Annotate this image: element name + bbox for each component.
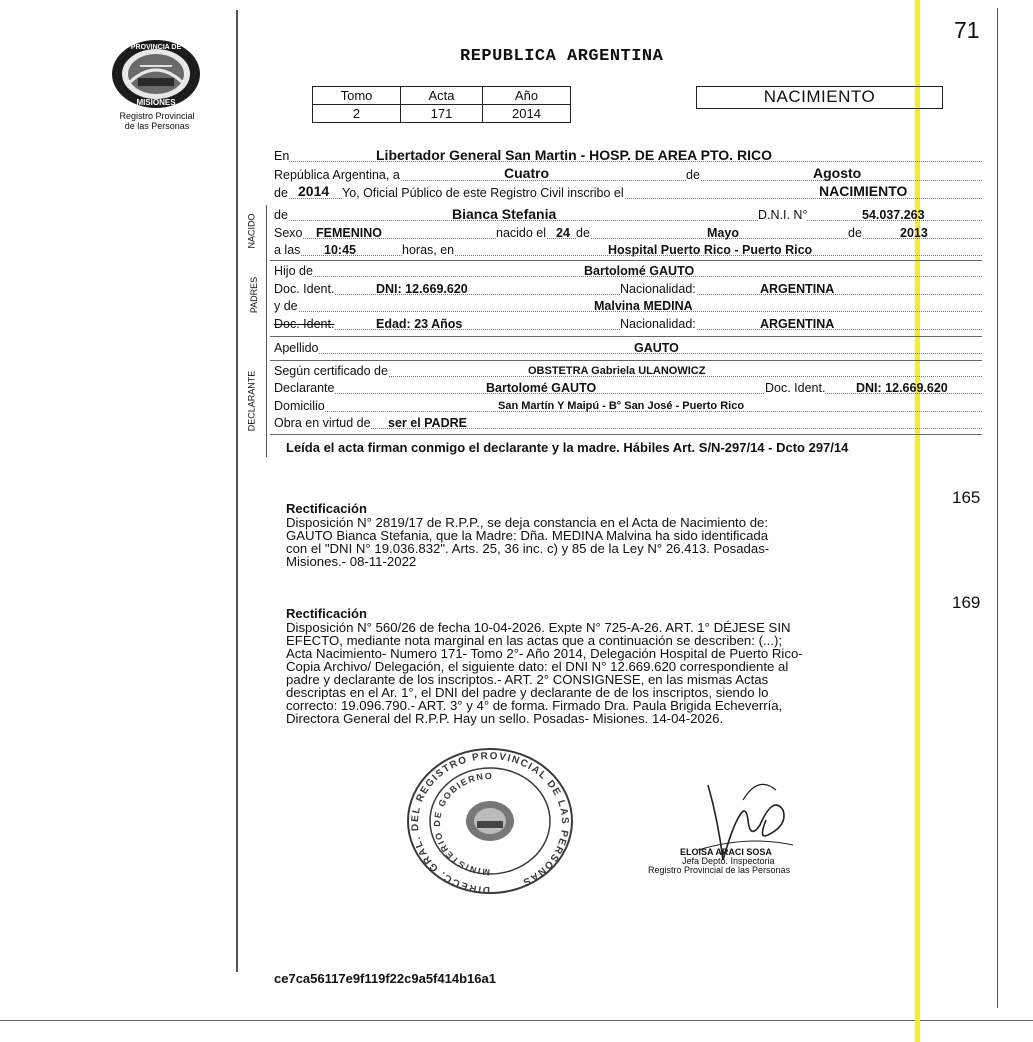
section-divider-line xyxy=(266,205,267,457)
rectification-1-text: Disposición N° 2819/17 de R.P.P., se deja constancia en el Acta de Nacimiento de: GAUTO Bianca Stefania, que la Madre: Dña. MEDINA Malvina ha sido identificada con el "DNI N° 19.036.832". Arts. 25, 36 inc. c) y 85 de la Ley N° 26.413. Posadas- Misiones.- 08-11-2022 xyxy=(286,515,770,569)
inscription-text: Yo, Oficial Público de este Registro Civil inscribo el xyxy=(342,186,624,200)
mother-doc-label: Doc. Ident. xyxy=(274,317,335,331)
tomo-header: Tomo xyxy=(313,87,401,105)
logo-caption-line2: de las Personas xyxy=(124,121,190,131)
father-nat-label: Nacionalidad: xyxy=(620,282,696,296)
de-name-label: de xyxy=(274,208,288,222)
line-father-doc xyxy=(274,281,982,298)
line-name xyxy=(274,207,982,224)
birth-year-value: 2013 xyxy=(900,226,928,240)
de-label-1: de xyxy=(686,168,700,182)
birth-de-label-2: de xyxy=(848,226,862,240)
line-mother xyxy=(274,298,982,315)
rectification-2-title: Rectificación xyxy=(286,606,367,621)
svg-text:PROVINCIA DE: PROVINCIA DE xyxy=(130,44,182,51)
mother-doc-value: Edad: 23 Años xyxy=(376,317,463,331)
svg-text:MISIONES: MISIONES xyxy=(136,98,176,107)
declarante-section-label: DECLARANTE xyxy=(246,370,257,432)
closing-note: Leída el acta firman conmigo el declarante y la madre. Hábiles Art. S/N-297/14 - Dcto 297/14 xyxy=(286,440,849,455)
signer-title: Jefa Depto. Inspectoria xyxy=(682,856,775,866)
de-label-2: de xyxy=(274,186,288,200)
birth-day-value: 24 xyxy=(556,226,570,240)
birth-place-value: Hospital Puerto Rico - Puerto Rico xyxy=(608,243,813,257)
logo-caption xyxy=(98,111,216,131)
signer-office: Registro Provincial de las Personas xyxy=(648,865,791,875)
country-title: REPUBLICA ARGENTINA xyxy=(460,47,664,66)
line-birth xyxy=(274,225,982,242)
hijo-label: Hijo de xyxy=(274,264,313,278)
section-rule-2 xyxy=(270,336,982,337)
rectification-1 xyxy=(286,502,991,568)
father-doc-value: DNI: 12.669.620 xyxy=(376,282,468,296)
line-obra xyxy=(274,415,982,432)
line-time xyxy=(274,242,982,259)
rectification-2-text: Disposición N° 560/26 de fecha 10-04-2026. Expte N° 725-A-26. ART. 1° DÉJESE SIN EFECTO, mediante nota marginal en las actas que a continuación se describen: (...); Acta Nacimiento- Numero 171- Tomo 2°- Año 2014, Delegación Hospital de Puerto Rico- Copia Archivo/ Delegación, el siguiente dato: el DNI N° 12.669.620 correspondiente al padre y declarante de los inscriptos.- ART. 2° CONSIGNESE, en las mismas Actas descriptas en el Ar. 1°, el DNI del padre y declarante de de los inscriptos, siendo lo correcto: 19.096.790.- ART. 3° y 4° de forma. Firmado Dra. Paula Brigida Echeverría, Directora General del R.P.P. Hay un sello. Posadas- Misiones. 14-04-2026. xyxy=(286,620,803,726)
domicilio-label: Domicilio xyxy=(274,399,325,413)
year-value: 2014 xyxy=(298,183,330,199)
time-value: 10:45 xyxy=(324,243,356,257)
section-rule-1 xyxy=(270,260,982,261)
act-value: NACIMIENTO xyxy=(819,183,908,199)
line-certificate xyxy=(274,363,982,380)
ano-header: Año xyxy=(483,87,571,105)
obra-value: ser el PADRE xyxy=(388,416,467,430)
birth-month-value: Mayo xyxy=(707,226,739,240)
line-inscription xyxy=(274,185,982,202)
address-value: San Martín Y Maipú - B° San José - Puerto Rico xyxy=(498,400,745,412)
logo-caption-line1: Registro Provincial xyxy=(119,111,195,121)
a-las-label: a las xyxy=(274,243,301,257)
svg-text:DIRECC. GRAL. DEL REGISTRO PRO: DIRECC. GRAL. DEL REGISTRO PROVINCIAL DE LAS PERSONAS xyxy=(409,750,571,895)
obra-label: Obra en virtud de xyxy=(274,416,371,430)
section-rule-4 xyxy=(270,434,982,435)
segun-label: Según certificado de xyxy=(274,364,388,378)
declarant-name-value: Bartolomé GAUTO xyxy=(486,381,597,395)
father-nat-value: ARGENTINA xyxy=(760,282,835,296)
bottom-rule xyxy=(0,1020,1033,1021)
acta-header: Acta xyxy=(401,87,483,105)
right-margin-line xyxy=(997,8,998,1008)
line-date xyxy=(274,167,982,184)
declarante-label: Declarante xyxy=(274,381,335,395)
svg-text:MINISTERIO DE GOBIERNO: MINISTERIO DE GOBIERNO xyxy=(431,770,494,878)
document-hash: ce7ca56117e9f119f22c9a5f414b16a1 xyxy=(274,971,496,986)
line-declarant xyxy=(274,380,982,397)
y-de-label: y de xyxy=(274,299,298,313)
declarant-doc-value: DNI: 12.669.620 xyxy=(856,381,948,395)
mother-nat-value: ARGENTINA xyxy=(760,317,835,331)
rectification-1-number: 165 xyxy=(952,488,981,507)
apellido-label: Apellido xyxy=(274,341,319,355)
father-name-value: Bartolomé GAUTO xyxy=(584,264,695,278)
dni-label: D.N.I. N° xyxy=(758,208,808,222)
en-label: En xyxy=(274,149,290,163)
republica-label: República Argentina, a xyxy=(274,168,400,182)
registry-header-row xyxy=(313,87,571,105)
ano-value: 2014 xyxy=(483,105,571,123)
document-type-box: NACIMIENTO xyxy=(696,86,943,109)
official-stamp xyxy=(405,747,575,895)
certificate-value: OBSTETRA Gabriela ULANOWICZ xyxy=(528,365,706,377)
day-words-value: Cuatro xyxy=(504,165,550,181)
rectification-2-number: 169 xyxy=(952,593,981,612)
father-doc-label: Doc. Ident. xyxy=(274,282,335,296)
provincial-seal-logo xyxy=(110,38,202,110)
rectification-2 xyxy=(286,607,991,725)
line-place xyxy=(274,148,982,165)
sexo-label: Sexo xyxy=(274,226,303,240)
declarant-doc-label: Doc. Ident. xyxy=(765,381,826,395)
mother-nat-label: Nacionalidad: xyxy=(620,317,696,331)
line-mother-doc xyxy=(274,316,982,333)
child-dni-value: 54.037.263 xyxy=(862,208,925,222)
place-value: Libertador General San Martin - HOSP. DE AREA PTO. RICO xyxy=(376,147,772,163)
line-address xyxy=(274,398,982,415)
tomo-value: 2 xyxy=(313,105,401,123)
horas-label: horas, en xyxy=(402,243,455,257)
page-number: 71 xyxy=(954,17,980,43)
sexo-value: FEMENINO xyxy=(316,226,382,240)
rectification-1-title: Rectificación xyxy=(286,501,367,516)
acta-value: 171 xyxy=(401,105,483,123)
apellido-value: GAUTO xyxy=(634,341,679,355)
line-father xyxy=(274,263,982,280)
signer-name: ELOISA ARACI SOSA xyxy=(680,847,772,857)
signature-block xyxy=(640,848,880,875)
month-value: Agosto xyxy=(813,165,862,181)
nacido-section-label: NACIDO xyxy=(246,213,257,249)
registry-value-row xyxy=(313,105,571,123)
registry-table xyxy=(312,86,571,123)
padres-section-label: PADRES xyxy=(249,276,260,314)
left-margin-line xyxy=(236,10,238,972)
child-name-value: Bianca Stefania xyxy=(452,206,557,222)
nacido-label: nacido el xyxy=(496,226,547,240)
birth-de-label-1: de xyxy=(576,226,590,240)
mother-name-value: Malvina MEDINA xyxy=(594,299,693,313)
line-apellido xyxy=(274,340,982,357)
section-rule-3 xyxy=(270,360,982,361)
